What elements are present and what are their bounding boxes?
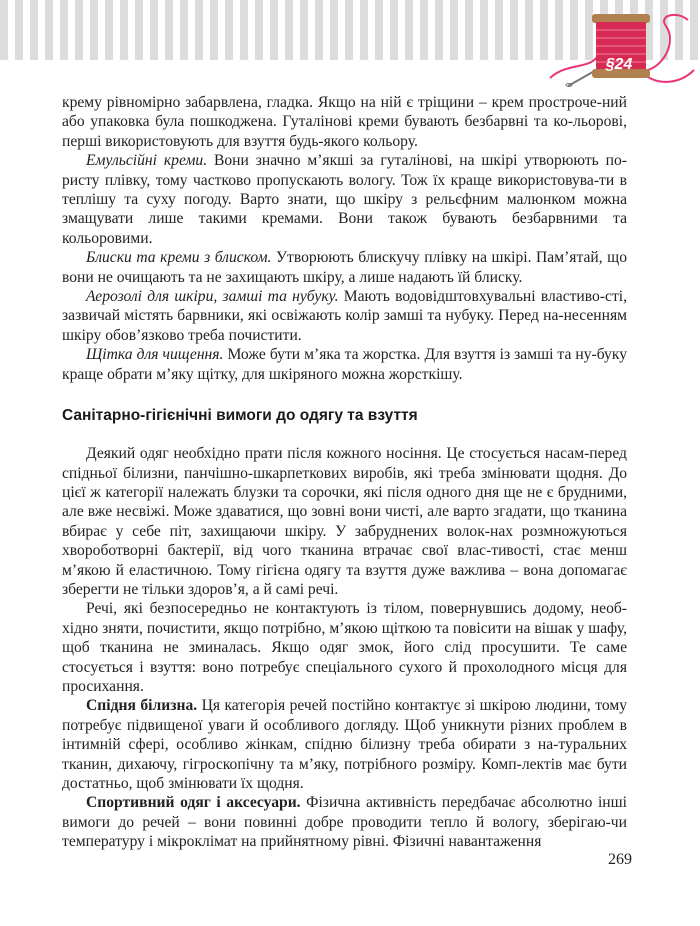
paragraph-text: Ця категорія речей постійно контактує зі шкірою людини, тому потребує підвищеної уваги й особливого догляду. Щоб уникнути різних проблем в інтимній сфері, особливо жінкам, спідню білизну треба обирати з на-туральних тканин, дихаючу, гігроскопічну та м’яку, потрібного розміру. Комп-лектів має бути достатньо, щоб змінювати їх щодня. (62, 697, 627, 792)
paragraph (62, 248, 627, 287)
paragraph-text: Речі, які безпосередньо не контактують із тілом, повернувшись додому, необ-хідно зняти, почистити, якщо потрібно, м’якою щіткою та повісити на вішак у шафу, щоб тканина не зминалась. Якщо одяг змок, його слід просушити. Те саме стосується і взуття: воно потребує спеціального сухого й прохолодного місця для просихання. (62, 600, 627, 695)
paragraph (62, 793, 627, 851)
term-label: Спортивний одяг і аксесуари. (86, 794, 301, 812)
paragraph (62, 696, 627, 793)
term-label: Блиски та креми з блиском. (86, 249, 272, 267)
term-label: Аерозолі для шкіри, замші та нубуку. (86, 288, 339, 306)
paragraph-text: Утворюють блискучу плівку на шкірі. Пам’ятай, що вони не очищають та не захищають шкіру, а лише надають їй блиску. (62, 249, 627, 286)
paragraph-text: крему рівномірно забарвлена, гладка. Якщо на ній є тріщини – крем простроче-ний або упаковка була пошкоджена. Гуталінові креми бувають безбарвні та ко-льорові, перші використовують для взуття будь-якого кольору. (62, 94, 627, 150)
paragraph-text: Фізична активність передбачає абсолютно інші вимоги до речей – вони повинні добре проводити тепло й вологу, зберігаю-чи температуру і мікроклімат на прийнятному рівні. Фізичні навантаження (62, 794, 627, 851)
section-heading: Санітарно-гігієнічні вимоги до одягу та взуття (62, 407, 418, 425)
term-label: Спідня білизна. (86, 697, 198, 715)
term-label: Емульсійні креми. (86, 152, 208, 170)
paragraph (62, 599, 627, 696)
paragraph-text: Деякий одяг необхідно прати після кожного носіння. Це стосується насам-перед спідньої білизни, панчішно-шкарпеткових виробів, які треба змінювати щодня. До цієї ж категорії належать блузки та сорочки, які після одного дня ще не є брудними, але вже несвіжі. Може здаватися, що зовні вони чисті, але варто згадати, що тканина вбирає у себе піт, захищаючи шкіру. У забруднених волок-нах розмножуються хвороботворні бактерії, від чого тканина втрачає свої влас-тивості, стає менш м’якою й еластичною. Тому гігієна одягу та взуття дуже важлива – вона допомагає зберегти не тільки здоров’я, а й самі речі. (62, 445, 627, 598)
paragraph (62, 151, 627, 248)
paragraph-text: Вони значно м’якші за гуталінові, на шкірі утворюють по-ристу плівку, тому частково пропускають вологу. Тож їх краще використовува-ти в теплішу та суху погоду. Варто знати, що шкіру з рельєфним малюнком можна змащувати лише такими кремами. Вони також бувають безбарвними та кольоровими. (62, 152, 627, 247)
paragraph-text: Мають водовідштовхувальні властиво-сті, зазвичай містять барвники, які освіжають колір замші та нубуку. Перед на-несенням шкіру обов’язково треба почистити. (62, 288, 627, 344)
paragraph-text: Може бути м’яка та жорстка. Для взуття із замші та ну-буку краще обрати м’яку щітку, для шкіряного можна жорсткішу. (62, 346, 627, 383)
page-number: 269 (608, 851, 632, 868)
thread-spool-icon (548, 0, 698, 90)
paragraph (62, 345, 627, 384)
section-badge: §24 (605, 56, 633, 73)
page-content (62, 93, 627, 852)
paragraph (62, 93, 627, 151)
paragraph (62, 444, 627, 599)
term-label: Щітка для чищення. (86, 346, 224, 364)
paragraph (62, 287, 627, 345)
